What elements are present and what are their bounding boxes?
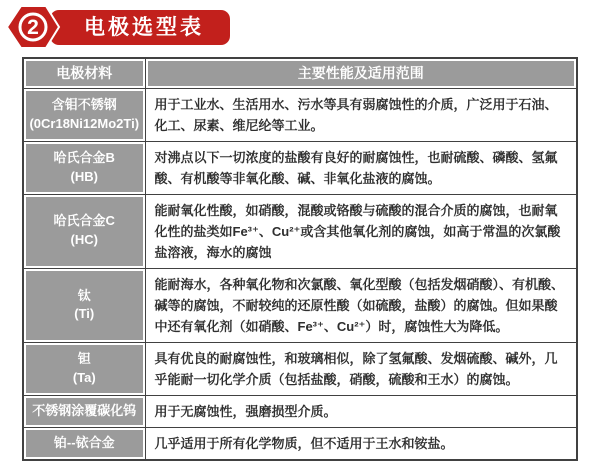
material-name: 哈氏合金C (53, 213, 115, 229)
material-name: 钽 (77, 351, 91, 367)
table-row (23, 194, 577, 268)
material-cell (23, 342, 145, 395)
description-cell: 能耐海水，各种氧化物和次氯酸、氧化型酸（包括发烟硝酸）、有机酸、碱等的腐蚀，不耐较纯的还原性酸（如硫酸，盐酸）的腐蚀。但如果酸中还有氧化剂（如硝酸、Fe³⁺、Cu²⁺）时，腐蚀性大为降低。 (145, 268, 577, 342)
material-name: 哈氏合金B (53, 149, 115, 165)
material-name: 含钼不锈钢 (51, 96, 117, 112)
number-badge (6, 3, 60, 51)
table-row (23, 141, 577, 194)
material-code: (HB) (70, 168, 98, 184)
material-code: (0Cr18Ni12Mo2Ti) (29, 115, 140, 131)
section-title-bar (6, 3, 230, 51)
description-cell: 用于工业水、生活用水、污水等具有弱腐蚀性的介质，广泛用于石油、化工、尿素、维尼纶等工业。 (145, 88, 577, 141)
material-name: 铂--铱合金 (53, 435, 115, 451)
description-cell: 对沸点以下一切浓度的盐酸有良好的耐腐蚀性，也耐硫酸、磷酸、氢氟酸、有机酸等非氧化酸、碱、非氧化盐液的腐蚀。 (145, 141, 577, 194)
material-code: (Ta) (72, 370, 96, 386)
material-cell (23, 88, 145, 141)
section-title: 电极选型表 (50, 10, 230, 45)
material-name: 不锈钢涂覆碳化钨 (32, 403, 137, 419)
material-code: (HC) (70, 232, 98, 248)
column-header-performance: 主要性能及适用范围 (145, 58, 577, 88)
table-row (23, 342, 577, 395)
table-header-row (23, 58, 577, 88)
description-cell: 用于无腐蚀性，强磨损型介质。 (145, 396, 577, 428)
table-row (23, 396, 577, 428)
electrode-selection-table-wrap (22, 57, 578, 461)
material-cell (23, 396, 145, 428)
table-row (23, 88, 577, 141)
badge-number: 2 (27, 15, 39, 39)
material-code: (Ti) (74, 306, 95, 322)
material-cell (23, 428, 145, 461)
table-row (23, 428, 577, 461)
material-name: 钛 (77, 287, 91, 303)
material-cell (23, 194, 145, 268)
electrode-selection-table (22, 57, 578, 461)
description-cell: 具有优良的耐腐蚀性，和玻璃相似，除了氢氟酸、发烟硫酸、碱外，几乎能耐一切化学介质（包括盐酸，硝酸，硫酸和王水）的腐蚀。 (145, 342, 577, 395)
column-header-material: 电极材料 (23, 58, 145, 88)
description-cell: 能耐氧化性酸，如硝酸，混酸或铬酸与硫酸的混合介质的腐蚀，也耐氧化性的盐类如Fe³⁺、Cu²⁺或含其他氧化剂的腐蚀，如高于常温的次氯酸盐溶液，海水的腐蚀 (145, 194, 577, 268)
material-cell (23, 141, 145, 194)
description-cell: 几乎适用于所有化学物质，但不适用于王水和铵盐。 (145, 428, 577, 461)
material-cell (23, 268, 145, 342)
table-row (23, 268, 577, 342)
